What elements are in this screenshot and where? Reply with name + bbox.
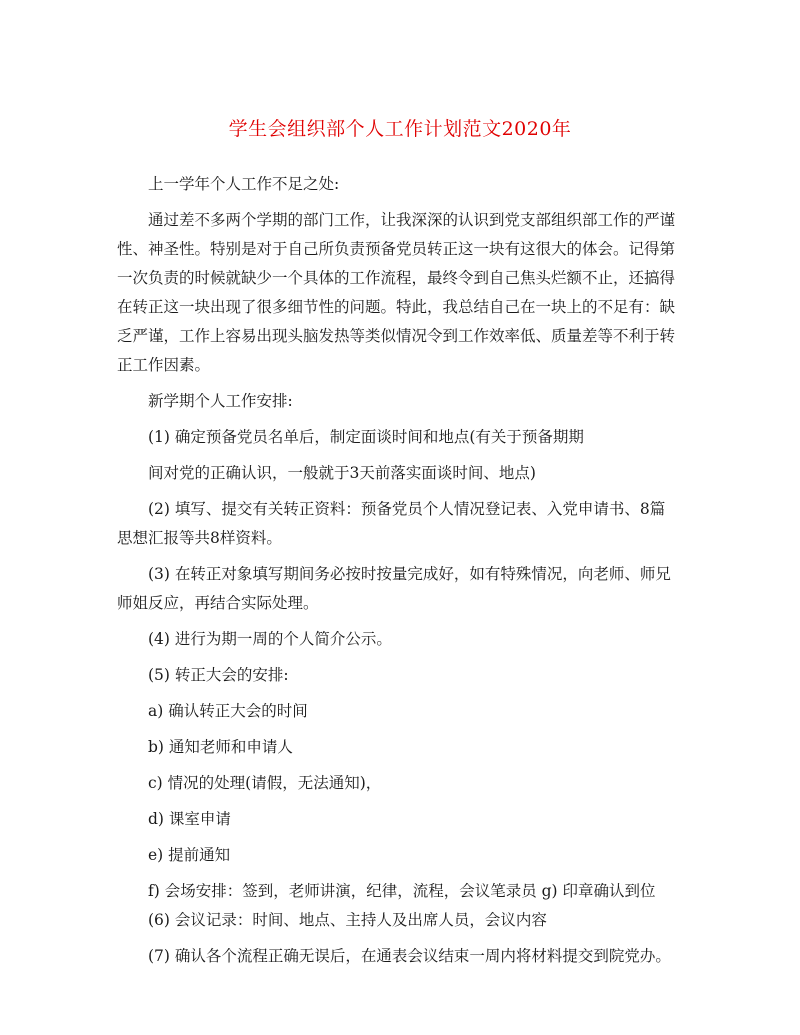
sub-item-a: a) 确认转正大会的时间 xyxy=(148,702,308,720)
spacer xyxy=(117,834,685,841)
section-heading-shortcomings: 上一学年个人工作不足之处: xyxy=(148,175,340,193)
spacer xyxy=(117,488,685,495)
list-item-6: (6) 会议记录：时间、地点、主持人及出席人员，会议内容 xyxy=(148,911,547,929)
spacer xyxy=(117,798,685,805)
spacer xyxy=(117,553,685,560)
list-item-3-line-2: 师姐反应，再结合实际处理。 xyxy=(117,594,319,612)
sub-item-b: b) 通知老师和申请人 xyxy=(148,738,293,756)
spacer xyxy=(117,199,685,206)
document-title: 学生会组织部个人工作计划范文2020年 xyxy=(228,118,572,140)
spacer xyxy=(117,618,685,625)
list-item-1-line-2: 间对党的正确认识，一般就于3天前落实面谈时间、地点) xyxy=(148,464,536,482)
list-item-4: (4) 进行为期一周的个人简介公示。 xyxy=(148,630,392,648)
spacer xyxy=(117,416,685,423)
list-item-5: (5) 转正大会的安排: xyxy=(148,666,289,684)
spacer xyxy=(117,762,685,769)
spacer xyxy=(117,726,685,733)
spacer xyxy=(117,870,685,877)
paragraph-shortcomings: 通过差不多两个学期的部门工作，让我深深的认识到党支部组织部工作的严谨性、神圣性。特别是对于自己所负责预备党员转正这一块有这很大的体会。记得第一次负责的时候就缺少一个具体的工作流程，最终令到自己焦头烂额不止，还搞得在转正这一块出现了很多细节性的问题。特此，我总结自己在一块上的不足有：缺乏严谨，工作上容易出现头脑发热等类似情况令到工作效率低、质量差等不利于转正工作因素。 xyxy=(117,211,676,374)
list-item-2-line-2: 思想汇报等共8样资料。 xyxy=(117,529,282,547)
spacer xyxy=(117,935,685,942)
sub-item-c: c) 情况的处理(请假，无法通知)， xyxy=(148,774,382,792)
list-item-1-line-1: (1) 确定预备党员名单后，制定面谈时间和地点(有关于预备期期 xyxy=(148,428,584,446)
spacer xyxy=(117,690,685,697)
spacer xyxy=(117,654,685,661)
list-item-3-line-1: (3) 在转正对象填写期间务必按时按量完成好，如有特殊情况，向老师、师兄 xyxy=(148,565,671,583)
sub-item-d: d) 课室申请 xyxy=(148,810,231,828)
sub-item-f: f) 会场安排：签到，老师讲演，纪律，流程，会议笔录员 g) 印章确认到位 xyxy=(148,882,656,900)
list-item-2-line-1: (2) 填写、提交有关转正资料：预备党员个人情况登记表、入党申请书、8篇 xyxy=(148,500,666,518)
spacer xyxy=(117,380,685,387)
list-item-7: (7) 确认各个流程正确无误后，在通表会议结束一周内将材料提交到院党办。 xyxy=(148,947,671,965)
sub-item-e: e) 提前通知 xyxy=(148,846,231,864)
document-body xyxy=(117,170,685,971)
spacer xyxy=(117,452,685,459)
section-heading-plan: 新学期个人工作安排: xyxy=(148,392,293,410)
